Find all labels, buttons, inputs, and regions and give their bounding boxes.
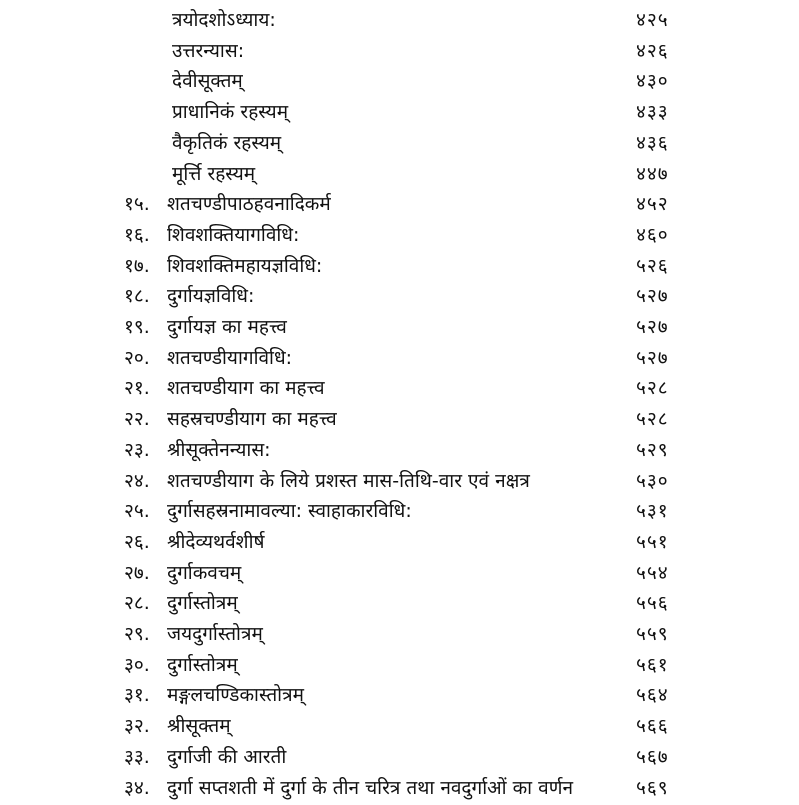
toc-entry [0,279,799,313]
entry-title: दुर्गायज्ञ का महत्त्व [167,316,287,338]
entry-title: शतचण्डीयाग के लिये प्रशस्त मास-तिथि-वार एवं नक्षत्र [167,469,530,492]
entry-page-number: ५३० [636,469,669,492]
entry-number: १५. [124,193,150,216]
entry-page-number: ४६० [636,223,669,246]
entry-number: ३३. [124,745,150,768]
entry-number: २१. [124,377,150,400]
entry-title: शतचण्डीयाग का महत्त्व [167,377,325,400]
toc-entry [0,402,799,436]
entry-title: देवीसूक्तम् [172,70,243,93]
entry-page-number: ५२८ [636,377,669,400]
entry-page-number: ४२६ [636,39,669,62]
entry-number: २६. [124,530,150,553]
entry-page-number: ५५९ [636,623,669,645]
toc-entry [0,34,799,68]
toc-entry [0,433,799,467]
toc-entry [0,494,799,528]
entry-page-number: ५२७ [636,285,669,308]
entry-title: दुर्गासहस्रनामावल्या: स्वाहाकारविधि: [167,500,412,523]
entry-page-number: ५६४ [636,684,669,707]
toc-entry [0,617,799,651]
entry-page-number: ५५६ [636,592,669,615]
entry-title: श्रीसूक्तम् [167,715,231,738]
entry-title: प्राधानिकं रहस्यम् [172,101,289,124]
entry-number: २३. [124,438,150,461]
entry-number: २७. [124,561,150,584]
toc-entry [0,771,799,805]
entry-number: २०. [124,346,150,369]
entry-page-number: ५३१ [636,500,669,523]
entry-title: सहस्रचण्डीयाग का महत्त्व [167,408,337,431]
entry-number: १९. [124,316,150,338]
entry-title: उत्तरन्यास: [172,39,245,62]
toc-entry [0,218,799,252]
entry-title: शिवशक्तिमहायज्ञविधि: [167,254,323,277]
entry-title: दुर्गायज्ञविधि: [167,285,255,308]
toc-entry [0,249,799,283]
entry-number: १६. [124,223,150,246]
toc-entry [0,709,799,743]
entry-page-number: ४३६ [636,131,669,154]
entry-page-number: ५५१ [636,530,669,553]
entry-number: २२. [124,408,150,431]
entry-title: दुर्गाकवचम् [167,561,242,584]
entry-title: दुर्गास्तोत्रम् [167,653,238,676]
entry-page-number: ५२८ [636,408,669,431]
toc-entry [0,341,799,375]
entry-page-number: ५६६ [636,715,669,738]
entry-number: २५. [124,500,150,523]
toc-entry [0,678,799,712]
entry-title: मङ्गलचण्डिकास्तोत्रम् [167,684,304,707]
entry-number: ३२. [124,715,150,738]
entry-page-number: ५६७ [636,745,669,768]
entry-page-number: ५२९ [636,438,669,461]
entry-title: दुर्गाजी की आरती [167,745,287,768]
toc-entry [0,371,799,405]
toc-entry [0,3,799,37]
entry-title: दुर्गा सप्तशती में दुर्गा के तीन चरित्र तथा नवदुर्गाओं का वर्णन [167,776,573,799]
entry-title: त्रयोदशोऽध्याय: [172,9,276,31]
toc-entry [0,157,799,191]
entry-title: शतचण्डीयागविधि: [167,346,293,369]
toc-entry [0,556,799,590]
entry-number: ३४. [124,776,150,799]
toc-entry [0,310,799,344]
toc-entry [0,95,799,129]
toc-entry [0,187,799,221]
entry-number: १७. [124,254,150,277]
entry-number: ३१. [124,684,150,707]
entry-title: शिवशक्तियागविधि: [167,223,300,246]
toc-entry [0,126,799,160]
entry-page-number: ४३३ [636,101,669,124]
entry-title: जयदुर्गास्तोत्रम् [167,623,263,645]
entry-page-number: ४३० [636,70,669,93]
entry-title: श्रीदेव्यथर्वशीर्ष [167,530,265,553]
entry-number: ३०. [124,653,150,676]
entry-number: १८. [124,285,150,308]
entry-title: मूर्त्ति रहस्यम् [172,162,256,185]
entry-page-number: ५२६ [636,254,669,277]
toc-entry [0,740,799,774]
entry-title: शतचण्डीपाठहवनादिकर्म [167,193,331,216]
entry-page-number: ४२५ [636,9,669,31]
entry-page-number: ४५२ [636,193,669,216]
entry-page-number: ५६९ [636,776,669,799]
entry-page-number: ४४७ [636,162,669,185]
entry-title: श्रीसूक्तेनन्यास: [167,438,271,461]
entry-title: दुर्गास्तोत्रम् [167,592,238,615]
entry-number: २९. [124,623,150,645]
entry-page-number: ५५४ [636,561,669,584]
entry-page-number: ५६१ [636,653,669,676]
entry-title: वैकृतिकं रहस्यम् [172,131,282,154]
toc-entry [0,525,799,559]
entry-number: २८. [124,592,150,615]
toc-entry [0,464,799,498]
toc-entry [0,586,799,620]
toc-entry [0,64,799,98]
entry-number: २४. [124,469,150,492]
entry-page-number: ५२७ [636,316,669,338]
toc-entry [0,648,799,682]
entry-page-number: ५२७ [636,346,669,369]
